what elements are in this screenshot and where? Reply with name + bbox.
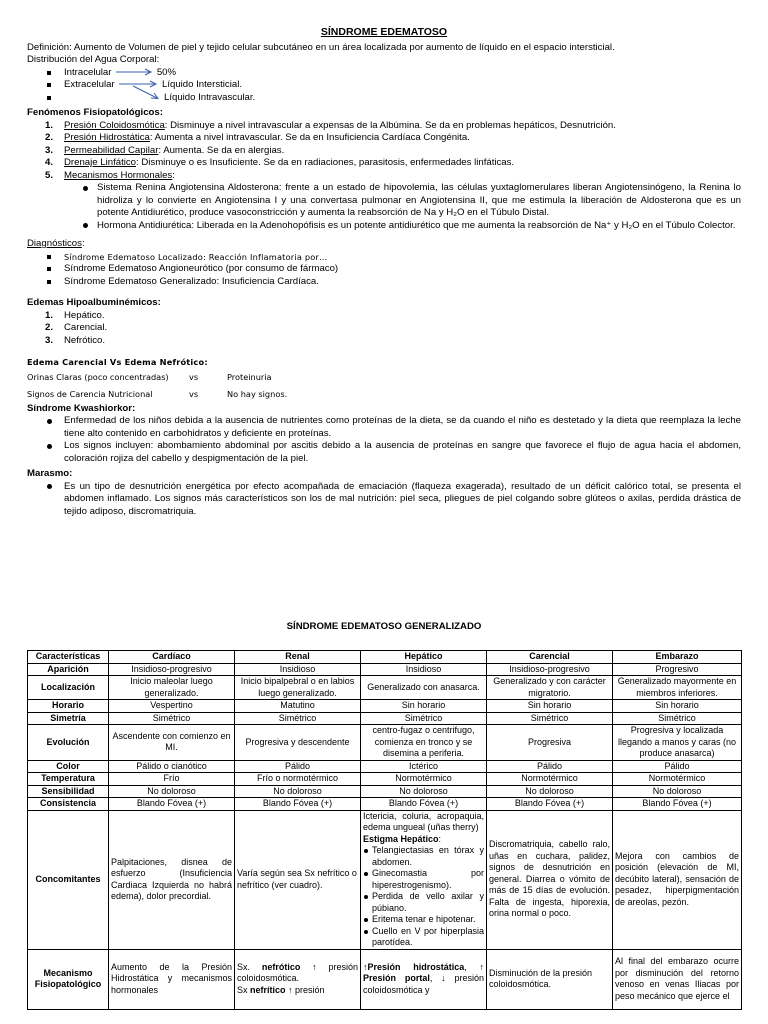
table-cell: Progresiva bbox=[487, 725, 613, 761]
table-row-concomitantes bbox=[28, 810, 742, 949]
row-header: Aparición bbox=[28, 663, 109, 676]
cell-carencial: Discromatriquia, cabello ralo, uñas en cuchara, palidez, signos de desnutrición en general. Diarrea o vómito de más de 15 días de evolución. Falta de ingesta, hiporexia, orina normal o poco. bbox=[487, 810, 613, 949]
distribution-list bbox=[27, 67, 741, 105]
table-cell: Pálido o cianótico bbox=[109, 760, 235, 773]
table-cell: Pálido bbox=[235, 760, 361, 773]
row-header: Localización bbox=[28, 676, 109, 700]
list-item: Síndrome Edematoso Localizado: Reacción Inflamatoria por… bbox=[27, 251, 741, 264]
column-header: Renal bbox=[235, 651, 361, 664]
table-row bbox=[28, 663, 742, 676]
table-cell: Ictérico bbox=[361, 760, 487, 773]
extracelular-value-2: Líquido Intravascular. bbox=[164, 91, 256, 103]
table-cell: Sin horario bbox=[487, 700, 613, 713]
list-item: Hormona Antidiurética: Liberada en la Adenohopófisis es un potente antidiurético que me aumenta la reabsorción de Na⁺ y H₂O en el Túbulo Colector. bbox=[27, 220, 741, 233]
table-cell: Generalizado con anasarca. bbox=[361, 676, 487, 700]
table-cell: Vespertino bbox=[109, 700, 235, 713]
table-cell: Generalizado y con carácter migratorio. bbox=[487, 676, 613, 700]
list-item bbox=[27, 67, 741, 80]
table-cell: Insidioso bbox=[361, 663, 487, 676]
table-cell: Inicio maleolar luego generalizado. bbox=[109, 676, 235, 700]
list-item: Es un tipo de desnutrición energética por efecto acompañada de emaciación (flaqueza exagerada), resultado de un déficit calórico total, se presenta el abdomen inflamado. Los signos más característicos son los de mal nutrición: piel seca, pliegues de piel colgando sobre glúteos o axilas, perdida drástica de tejido adiposo, discromatriquia. bbox=[27, 481, 741, 519]
vs-mid: vs bbox=[189, 371, 199, 382]
document-title: SÍNDROME EDEMATOSO bbox=[320, 26, 448, 38]
table-cell: No doloroso bbox=[235, 785, 361, 798]
column-header: Hepático bbox=[361, 651, 487, 664]
table-cell: centro-fugaz o centrifugo, comienza en tronco y se disemina a periferia. bbox=[361, 725, 487, 761]
cell-carencial: Disminución de la presión coloidosmótica. bbox=[487, 949, 613, 1009]
distribution-title: Distribución del Agua Corporal: bbox=[27, 54, 160, 65]
hipo-title: Edemas Hipoalbuminémicos: bbox=[27, 297, 161, 308]
table-cell: Blando Fóvea (+) bbox=[109, 798, 235, 811]
arrow-right-icon bbox=[114, 68, 154, 76]
list-item: 5. Mecanismos Hormonales: bbox=[45, 169, 175, 181]
vs-right: No hay signos. bbox=[227, 388, 288, 399]
extracelular-label: Extracelular bbox=[64, 79, 115, 90]
fenomenos-list bbox=[27, 120, 741, 183]
list-item: 1. Presión Coloidosmótica: Disminuye a nivel intravascular a expensas de la Albúmina. Se da en problemas hepáticos, Desnutrición. bbox=[45, 119, 616, 131]
table-row-mecanismo bbox=[28, 949, 742, 1009]
cell-hepatico bbox=[361, 810, 487, 949]
comparison-table bbox=[27, 650, 742, 1010]
table-cell: Ascendente con comienzo en MI. bbox=[109, 725, 235, 761]
column-header: Carencial bbox=[487, 651, 613, 664]
table-cell: No doloroso bbox=[361, 785, 487, 798]
cell-embarazo: Mejora con cambios de posición (elevación de MI, decúbito lateral), sensación de pesadez, hiperpigmentación de areolas, pezón. bbox=[613, 810, 742, 949]
cell-renal: Sx. nefrótico ↑ presión coloidosmótica. Sx nefrítico ↑ presión bbox=[235, 949, 361, 1009]
table-cell: Inicio bipalpebral o en labios luego generalizado. bbox=[235, 676, 361, 700]
row-header: Temperatura bbox=[28, 773, 109, 786]
list-item: Enfermedad de los niños debida a la ausencia de nutrientes como proteínas de la dieta, se da cuando el niño es destetado y la dieta que reemplaza la leche tiene alto contenido en carbohidratos y deficiente en proteínas. bbox=[27, 415, 741, 440]
column-header: Cardíaco bbox=[109, 651, 235, 664]
table-cell: Normotérmico bbox=[613, 773, 742, 786]
vs-left: Orinas Claras (poco concentradas) bbox=[27, 371, 169, 382]
table-cell: Blando Fóvea (+) bbox=[487, 798, 613, 811]
kwashiorkor-title: Síndrome Kwashiorkor: bbox=[27, 402, 136, 414]
table-cell: Simétrico bbox=[613, 712, 742, 725]
list-item: Eritema tenar e hipotenar. bbox=[363, 914, 484, 926]
table-cell: Simétrico bbox=[109, 712, 235, 725]
list-item: Cuello en V por hiperplasia parotídea. bbox=[363, 926, 484, 949]
column-header: Características bbox=[28, 651, 109, 664]
document-page bbox=[27, 26, 741, 1001]
table-cell: Sin horario bbox=[361, 700, 487, 713]
table-cell: Simétrico bbox=[361, 712, 487, 725]
cell-hepatico: ↑Presión hidrostática, ↑ Presión portal, ↓ presión coloidosmótica y bbox=[361, 949, 487, 1009]
hipo-list bbox=[27, 310, 741, 348]
intracelular-label: Intracelular bbox=[64, 66, 112, 78]
row-header: Sensibilidad bbox=[28, 785, 109, 798]
table-cell: Insidioso-progresivo bbox=[109, 663, 235, 676]
list-item: 4. Drenaje Linfático: Disminuye o es Insuficiente. Se da en radiaciones, parasitosis, enfermedades linfáticas. bbox=[45, 157, 515, 168]
hormonal-list bbox=[27, 182, 741, 232]
table-cell: Frío o normotérmico bbox=[235, 773, 361, 786]
table-cell: Blando Fóvea (+) bbox=[613, 798, 742, 811]
table-cell: Simétrico bbox=[487, 712, 613, 725]
cell-renal: Varía según sea Sx nefrítico o nefrítico (ver cuadro). bbox=[235, 810, 361, 949]
diagnosticos-title: Diagnósticos: bbox=[27, 238, 85, 249]
marasmo-title: Marasmo: bbox=[27, 468, 73, 479]
table-cell: Matutino bbox=[235, 700, 361, 713]
table-row bbox=[28, 760, 742, 773]
list-item: Telangiectasias en tórax y abdomen. bbox=[363, 845, 484, 868]
cell-cardiaco: Palpitaciones, disnea de esfuerzo (Insuficiencia Cardiaca Izquierda no habrá edema), dolor precordial. bbox=[109, 810, 235, 949]
table-cell: No doloroso bbox=[487, 785, 613, 798]
kwashiorkor-list bbox=[27, 415, 741, 465]
vs-title: Edema Carencial Vs Edema Nefrótico: bbox=[27, 357, 208, 367]
table-cell: Simétrico bbox=[235, 712, 361, 725]
table-row bbox=[28, 700, 742, 713]
list-item: Perdida de vello axilar y púbiano. bbox=[363, 891, 484, 914]
list-item: 2. Presión Hidrostática: Aumenta a nivel intravascular. Se da en Insuficiencia Cardíaca Congénita. bbox=[45, 132, 470, 143]
table-row bbox=[28, 798, 742, 811]
row-header: Evolución bbox=[28, 725, 109, 761]
table-row bbox=[28, 712, 742, 725]
row-header: Simetría bbox=[28, 712, 109, 725]
hepatico-intro: Ictericia, coluria, acropaquia, edema ungueal (uñas therry) bbox=[363, 810, 484, 832]
table-cell: Frío bbox=[109, 773, 235, 786]
list-item: Ginecomastia por hiperestrogenismo). bbox=[363, 868, 484, 891]
list-item: Los signos incluyen: abombamiento abdominal por ascitis debido a la ausencia de proteínas en sangre que favorece el flujo de agua hacia el abdomen, coloración rojiza del cabello y despigmentación de la piel. bbox=[27, 440, 741, 465]
list-item: 3. Nefrótico. bbox=[45, 334, 106, 346]
table-header-row bbox=[28, 651, 742, 664]
table-cell: Insidioso bbox=[235, 663, 361, 676]
table-row bbox=[28, 773, 742, 786]
table-row bbox=[28, 725, 742, 761]
cell-embarazo: Al final del embarazo ocurre por disminución del retorno venoso en venas Iliacas por peso mecánico que ejerce el bbox=[613, 949, 742, 1009]
definition: Definición: Aumento de Volumen de piel y tejido celular subcutáneo en un área localizada por aumento de líquido en el espacio intersticial. bbox=[27, 41, 615, 53]
table-cell: No doloroso bbox=[109, 785, 235, 798]
list-item: 2. Carencial. bbox=[45, 322, 108, 333]
vs-mid: vs bbox=[189, 388, 199, 399]
vs-row bbox=[27, 369, 741, 386]
table-title: SÍNDROME EDEMATOSO GENERALIZADO bbox=[286, 621, 482, 632]
table-cell: Blando Fóvea (+) bbox=[235, 798, 361, 811]
vs-right: Proteinuria bbox=[227, 371, 272, 382]
list-item bbox=[27, 79, 741, 92]
table-cell: Pálido bbox=[613, 760, 742, 773]
marasmo-list bbox=[27, 481, 741, 519]
table-cell: Generalizado mayormente en miembros inferiores. bbox=[613, 676, 742, 700]
vs-row bbox=[27, 386, 741, 403]
list-item: Síndrome Edematoso Angioneurótico (por consumo de fármaco) bbox=[27, 263, 741, 276]
column-header: Embarazo bbox=[613, 651, 742, 664]
row-header: Mecanismo Fisiopatológico bbox=[28, 949, 109, 1009]
row-header: Color bbox=[28, 760, 109, 773]
list-item: 3. Permeabilidad Capilar: Aumenta. Se da en alergias. bbox=[45, 144, 285, 156]
table-row bbox=[28, 676, 742, 700]
table-row bbox=[28, 785, 742, 798]
row-header: Concomitantes bbox=[28, 810, 109, 949]
hepatico-estigma: Estigma Hepático: bbox=[363, 833, 442, 844]
list-item-plain bbox=[27, 92, 741, 105]
diagnosticos-list bbox=[27, 251, 741, 289]
hepatico-items bbox=[363, 845, 484, 949]
list-item: Síndrome Edematoso Generalizado: Insuficiencia Cardíaca. bbox=[27, 276, 741, 289]
list-item: 1. Hepático. bbox=[45, 309, 105, 321]
intracelular-value: 50% bbox=[156, 66, 177, 78]
table-cell: Progresiva y localizada llegando a manos y caras (no produce anasarca) bbox=[613, 725, 742, 761]
row-header: Consistencia bbox=[28, 798, 109, 811]
cell-cardiaco: Aumento de la Presión Hidrostática y mecanismos hormonales bbox=[109, 949, 235, 1009]
row-header: Horario bbox=[28, 700, 109, 713]
table-cell: Normotérmico bbox=[361, 773, 487, 786]
table-cell: Sin horario bbox=[613, 700, 742, 713]
vs-left: Signos de Carencia Nutricional bbox=[27, 388, 153, 399]
table-cell: No doloroso bbox=[613, 785, 742, 798]
table-cell: Insidioso-progresivo bbox=[487, 663, 613, 676]
table-cell: Progresivo bbox=[613, 663, 742, 676]
table-cell: Blando Fóvea (+) bbox=[361, 798, 487, 811]
extracelular-value-1: Líquido Intersticial. bbox=[162, 79, 242, 90]
table-cell: Progresiva y descendente bbox=[235, 725, 361, 761]
table-cell: Pálido bbox=[487, 760, 613, 773]
list-item: Sistema Renina Angiotensina Aldosterona: frente a un estado de hipovolemia, las células yuxtaglomerulares liberan Angiotensinógeno, la Renina lo hidroliza y lo convierte en Angiotensina I y una convertasa pulmonar en Angiotensina II, que me estimula la liberación de Aldosterona que es un potente Antidiurético, produce vasoconstricción y aumenta la reabsorción de Na y H₂O en el Túbulo Distal. bbox=[27, 182, 741, 220]
table-cell: Normotérmico bbox=[487, 773, 613, 786]
fenomenos-title: Fenómenos Fisiopatológicos: bbox=[27, 107, 163, 118]
